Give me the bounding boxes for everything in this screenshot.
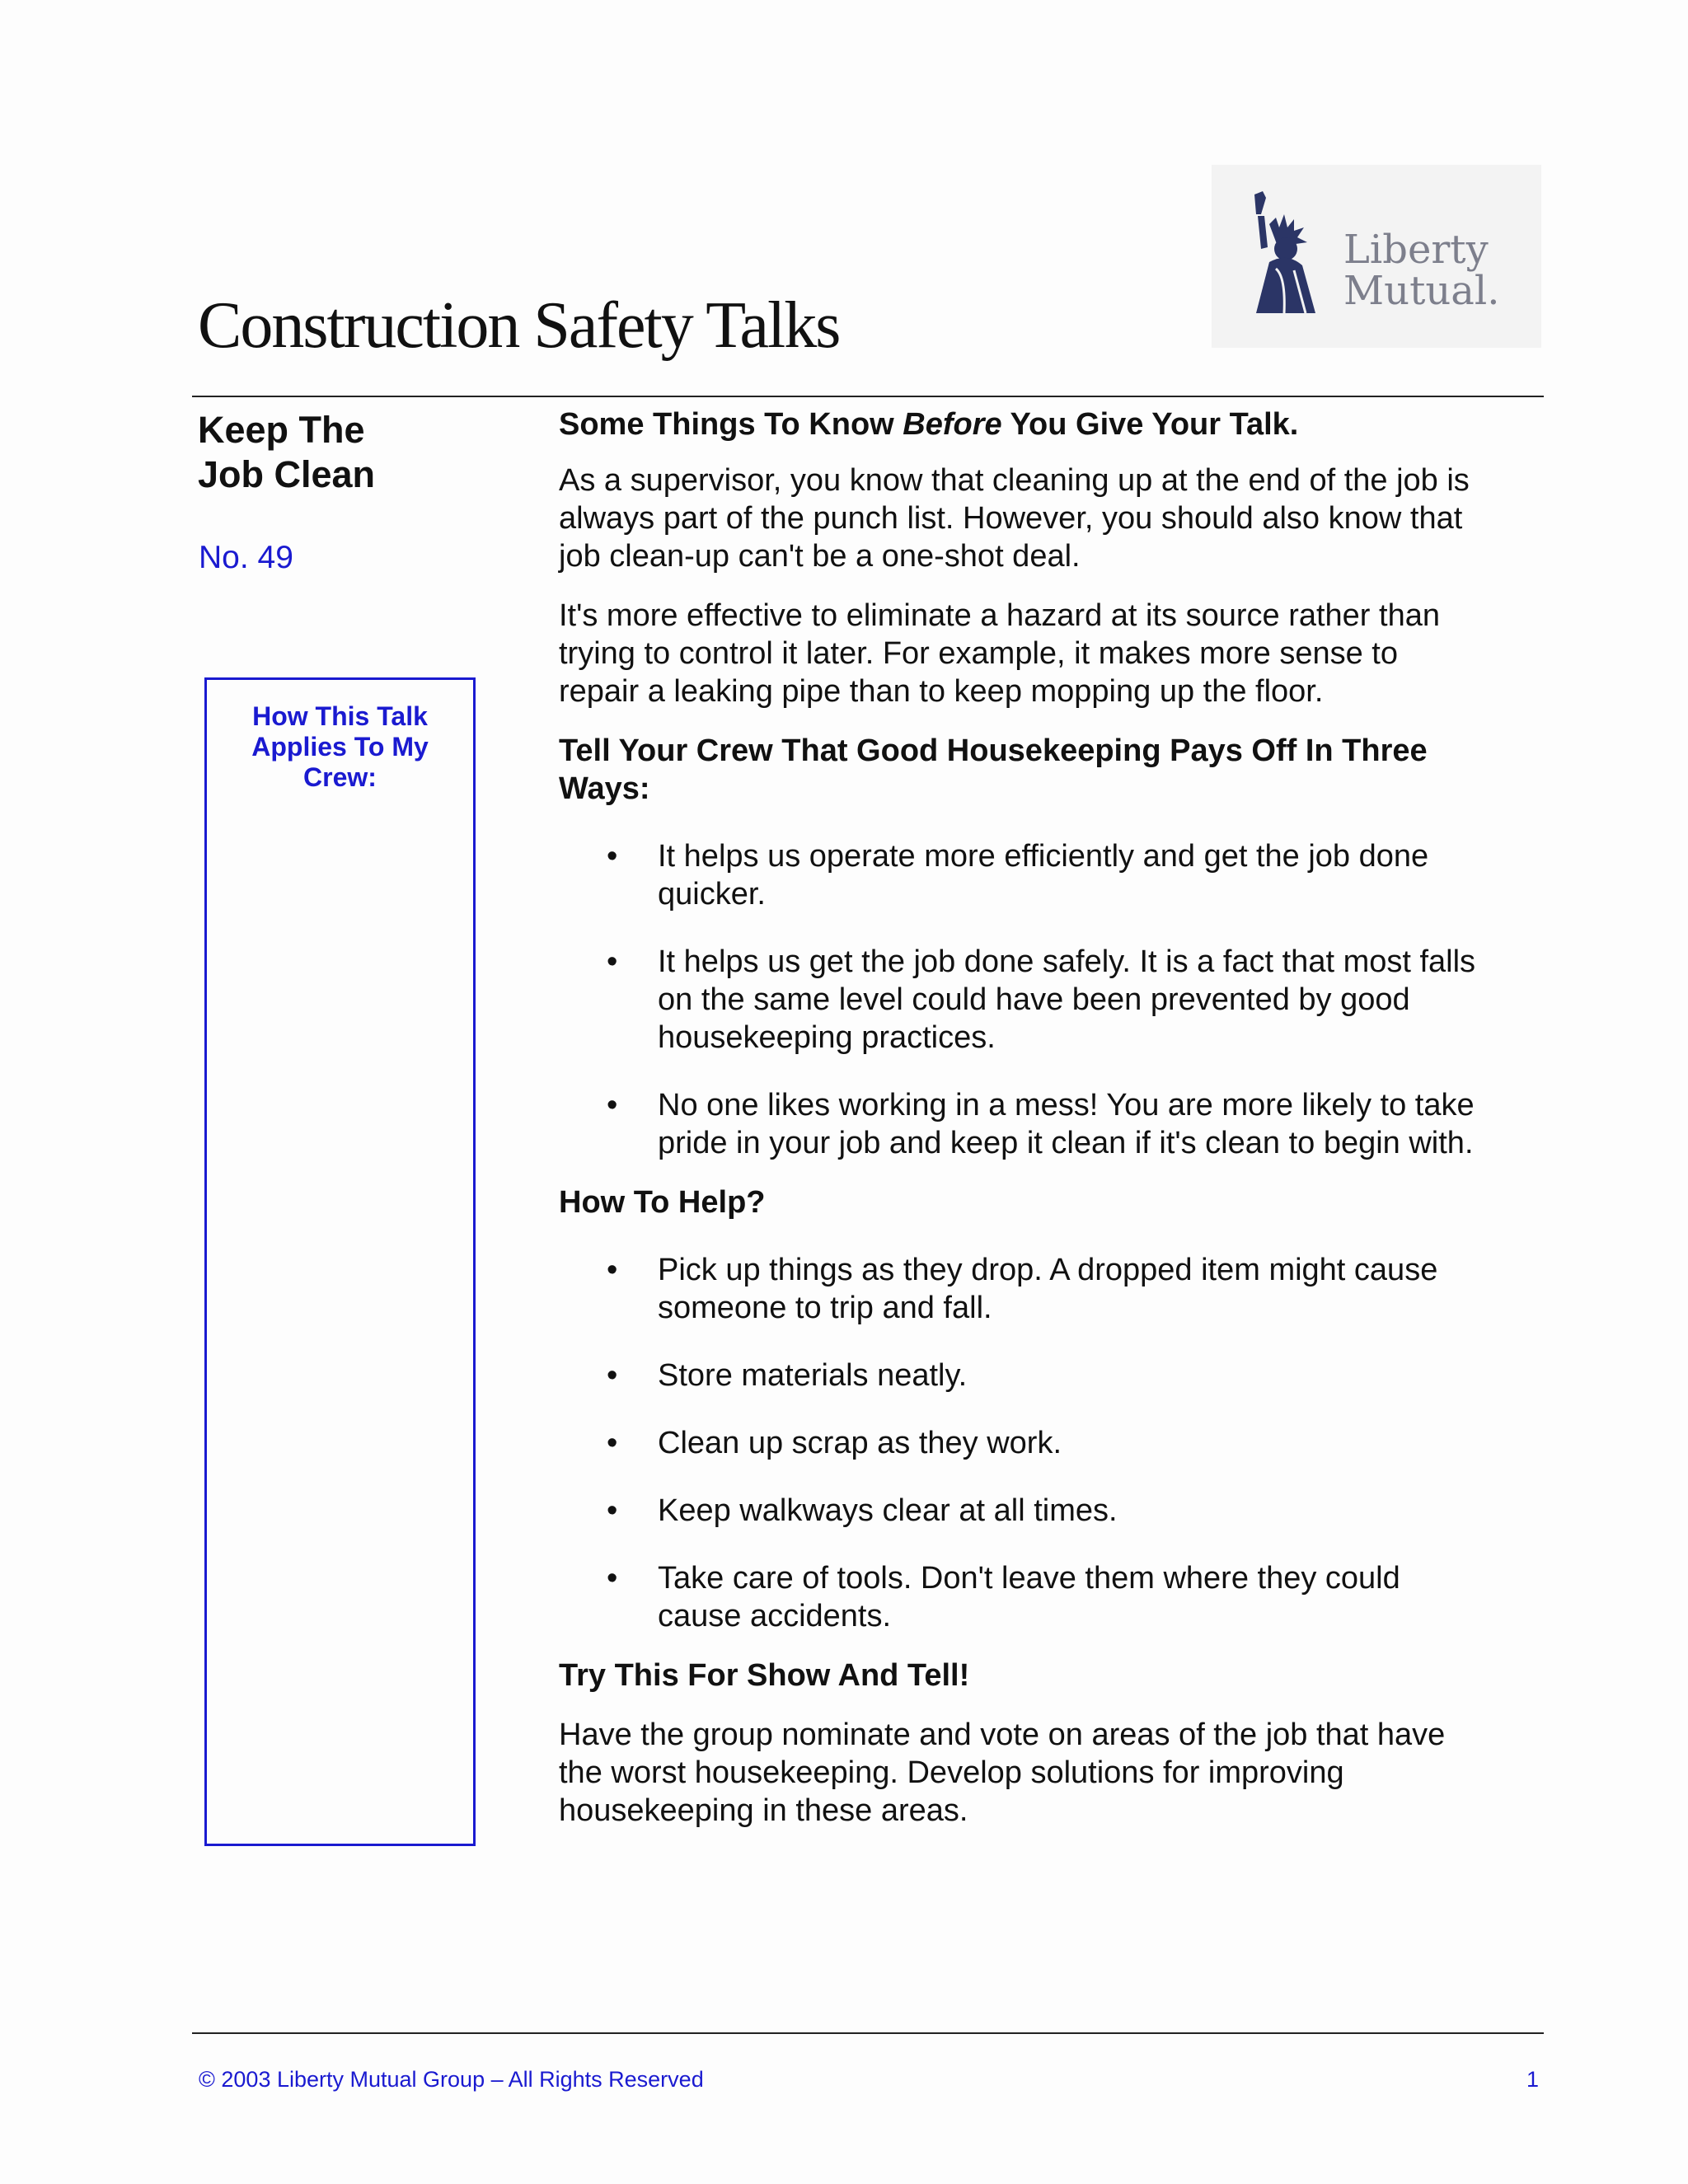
section-heading-how-to-help: How To Help? <box>559 1185 766 1220</box>
list-item-line: on the same level could have been prevented by good <box>658 982 1410 1017</box>
paragraph-line: It's more effective to eliminate a hazard at its source rather than <box>559 598 1440 633</box>
paragraph-line: housekeeping in these areas. <box>559 1793 968 1828</box>
list-item-line: It helps us get the job done safely. It is a fact that most falls <box>658 944 1476 979</box>
copyright-notice: © 2003 Liberty Mutual Group – All Rights Reserved <box>199 2067 704 2092</box>
statue-of-liberty-icon <box>1236 190 1335 321</box>
section-heading-three-ways <box>559 732 1544 808</box>
paragraph-line: repair a leaking pipe than to keep mopping up the floor. <box>559 674 1324 709</box>
paragraph-line: always part of the punch list. However, you should also know that <box>559 501 1463 536</box>
list-item-line: It helps us operate more efficiently and get the job done <box>658 839 1429 874</box>
bullet-dot: • <box>607 1358 618 1393</box>
paragraph-line: job clean-up can't be a one-shot deal. <box>559 539 1081 574</box>
list-item <box>559 1559 1544 1635</box>
header-divider <box>192 396 1544 397</box>
section-heading-show-and-tell: Try This For Show And Tell! <box>559 1658 970 1693</box>
heading-text-post: You Give Your Talk. <box>1001 407 1299 442</box>
logo-line-2: Mutual. <box>1343 268 1500 314</box>
bullet-dot: • <box>607 1253 618 1287</box>
paragraph-show-and-tell <box>559 1716 1544 1830</box>
talk-number: No. 49 <box>199 540 293 575</box>
liberty-mutual-logo <box>1212 165 1541 348</box>
list-item <box>559 837 1544 913</box>
list-item <box>559 1086 1544 1162</box>
benefits-list <box>559 837 1544 1162</box>
list-item-line: quicker. <box>658 877 766 912</box>
talk-title-line-1: Keep The <box>198 409 365 451</box>
talk-content <box>559 405 1544 1851</box>
list-item-line: housekeeping practices. <box>658 1020 996 1055</box>
page-number: 1 <box>1526 2067 1540 2092</box>
heading-line: Tell Your Crew That Good Housekeeping Pays Off In Three <box>559 733 1428 768</box>
bullet-dot: • <box>607 839 618 874</box>
paragraph-line: Have the group nominate and vote on areas of the job that have <box>559 1718 1446 1752</box>
list-item-line: cause accidents. <box>658 1599 892 1633</box>
heading-line: Ways: <box>559 771 650 806</box>
paragraph-supervisor <box>559 462 1544 575</box>
talk-title <box>198 408 478 497</box>
list-item-line: Store materials neatly. <box>658 1358 968 1393</box>
crew-notes-box <box>204 677 476 1846</box>
list-item <box>559 943 1544 1057</box>
document-title: Construction Safety Talks <box>198 289 840 362</box>
paragraph-line: As a supervisor, you know that cleaning up at the end of the job is <box>559 463 1470 498</box>
heading-emphasis: Before <box>903 407 1002 442</box>
list-item <box>559 1251 1544 1327</box>
paragraph-line: the worst housekeeping. Develop solutions for improving <box>559 1755 1344 1790</box>
paragraph-line: trying to control it later. For example, it makes more sense to <box>559 636 1398 671</box>
list-item-line: Clean up scrap as they work. <box>658 1426 1062 1460</box>
footer-divider <box>192 2032 1544 2034</box>
section-heading-before-talk <box>559 405 1544 443</box>
crew-notes-title-line-3: Crew: <box>303 762 377 792</box>
list-item <box>559 1424 1544 1462</box>
list-item-line: Take care of tools. Don't leave them where they could <box>658 1561 1400 1596</box>
heading-text-pre: Some Things To Know <box>559 407 903 442</box>
list-item-line: Keep walkways clear at all times. <box>658 1493 1118 1528</box>
help-list <box>559 1251 1544 1635</box>
bullet-dot: • <box>607 1561 618 1596</box>
list-item-line: No one likes working in a mess! You are more likely to take <box>658 1088 1475 1122</box>
bullet-dot: • <box>607 1088 618 1122</box>
crew-notes-title-line-1: How This Talk <box>252 701 428 731</box>
crew-notes-title-line-2: Applies To My <box>251 732 429 762</box>
crew-notes-title <box>207 701 473 793</box>
list-item-line: Pick up things as they drop. A dropped item might cause <box>658 1253 1438 1287</box>
list-item-line: pride in your job and keep it clean if it's clean to begin with. <box>658 1126 1474 1160</box>
logo-line-1: Liberty <box>1343 227 1489 273</box>
paragraph-hazard-source <box>559 597 1544 710</box>
bullet-dot: • <box>607 944 618 979</box>
logo-wordmark <box>1343 229 1500 312</box>
bullet-dot: • <box>607 1493 618 1528</box>
bullet-dot: • <box>607 1426 618 1460</box>
list-item-line: someone to trip and fall. <box>658 1291 992 1325</box>
talk-title-line-2: Job Clean <box>198 453 376 495</box>
list-item <box>559 1492 1544 1530</box>
list-item <box>559 1357 1544 1394</box>
